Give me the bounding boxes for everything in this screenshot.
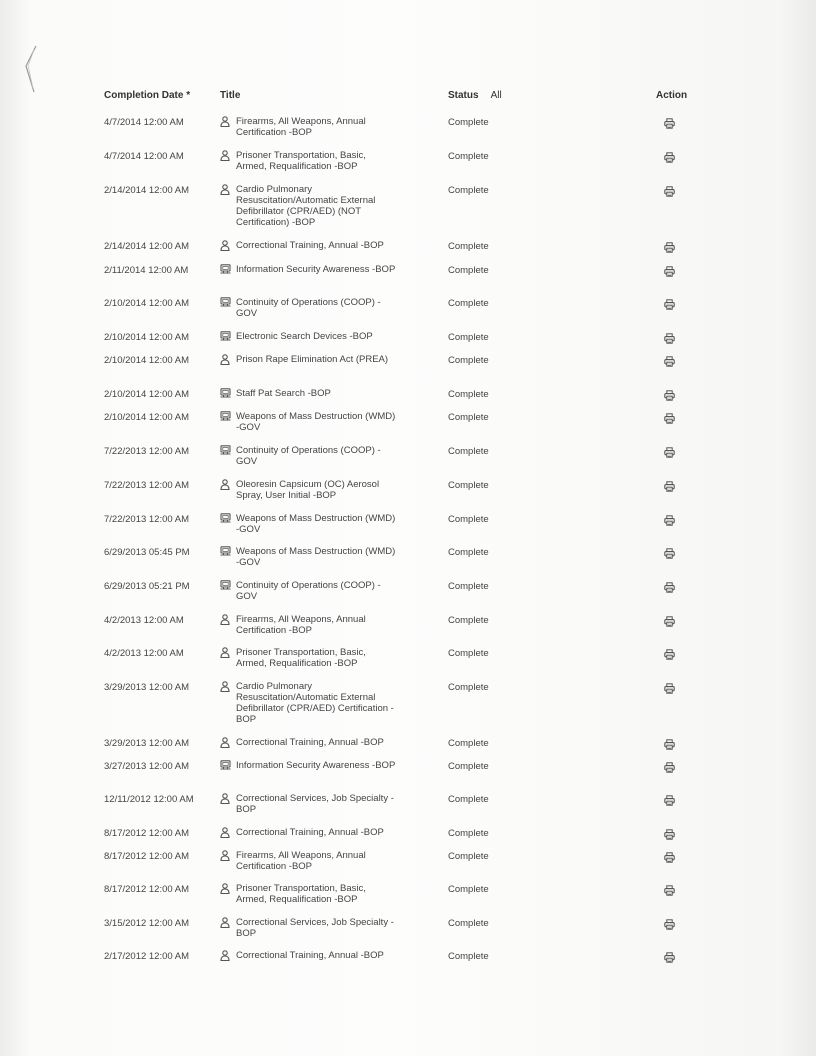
table-row: [104, 950, 724, 966]
status-cell: Complete: [448, 332, 489, 343]
print-icon[interactable]: [664, 150, 675, 163]
title-cell: [220, 445, 448, 467]
print-icon[interactable]: [664, 950, 675, 963]
person-icon: [220, 850, 236, 872]
completion-date-cell: 8/17/2012 12:00 AM: [104, 884, 190, 895]
monitor-icon: [220, 580, 236, 602]
title-cell: [220, 184, 448, 228]
title-cell: [220, 264, 448, 275]
person-icon: [220, 614, 236, 636]
print-icon[interactable]: [664, 445, 675, 458]
table-row: [104, 331, 724, 347]
action-cell: [656, 681, 724, 697]
person-icon: [220, 647, 236, 669]
table-row: [104, 240, 724, 256]
table-row: [104, 647, 724, 669]
status-cell: Complete: [448, 117, 489, 128]
course-title-link[interactable]: Continuity of Operations (COOP) -GOV: [236, 580, 381, 602]
print-icon[interactable]: [664, 850, 675, 863]
action-cell: [656, 297, 724, 313]
monitor-icon: [220, 546, 236, 568]
title-cell: [220, 883, 448, 905]
table-row: [104, 827, 724, 843]
table-row: [104, 681, 724, 725]
table-row: [104, 479, 724, 501]
course-title-link[interactable]: Continuity of Operations (COOP) -GOV: [236, 297, 381, 319]
print-icon[interactable]: [664, 883, 675, 896]
print-icon[interactable]: [664, 354, 675, 367]
column-header-status-label[interactable]: Status: [448, 89, 479, 101]
print-icon[interactable]: [664, 737, 675, 750]
action-cell: [656, 850, 724, 866]
status-cell: Complete: [448, 514, 489, 525]
completion-date-cell: 8/17/2012 12:00 AM: [104, 851, 190, 862]
status-cell: Complete: [448, 547, 489, 558]
completion-date-cell: 2/14/2014 12:00 AM: [104, 185, 190, 196]
course-title-link[interactable]: Firearms, All Weapons, Annual Certification -BOP: [236, 116, 366, 138]
title-cell: [220, 647, 448, 669]
table-row: [104, 150, 724, 172]
table-row: [104, 388, 724, 404]
table-row: [104, 883, 724, 905]
table-row: [104, 793, 724, 815]
status-cell: Complete: [448, 918, 489, 929]
person-icon: [220, 681, 236, 725]
title-cell: [220, 479, 448, 501]
print-icon[interactable]: [664, 513, 675, 526]
column-header-action: Action: [656, 89, 688, 101]
print-icon[interactable]: [664, 116, 675, 129]
person-icon: [220, 240, 236, 251]
monitor-icon: [220, 760, 236, 771]
completion-date-cell: 2/14/2014 12:00 AM: [104, 241, 190, 252]
person-icon: [220, 950, 236, 961]
status-cell: Complete: [448, 185, 489, 196]
table-row: [104, 850, 724, 872]
status-cell: Complete: [448, 648, 489, 659]
status-filter[interactable]: All: [490, 89, 502, 101]
print-icon[interactable]: [664, 827, 675, 840]
completion-date-cell: 2/10/2014 12:00 AM: [104, 298, 190, 309]
completion-date-cell: 6/29/2013 05:21 PM: [104, 581, 190, 592]
completion-date-cell: 2/10/2014 12:00 AM: [104, 332, 190, 343]
title-cell: [220, 614, 448, 636]
title-cell: [220, 950, 448, 961]
table-row: [104, 546, 724, 568]
completion-date-cell: 4/7/2014 12:00 AM: [104, 151, 184, 162]
course-title-link[interactable]: Continuity of Operations (COOP) -GOV: [236, 445, 381, 467]
completion-date-cell: 4/2/2013 12:00 AM: [104, 648, 184, 659]
status-cell: Complete: [448, 951, 489, 962]
course-title-link[interactable]: Prisoner Transportation, Basic, Armed, Requalification -BOP: [236, 883, 366, 905]
course-title-link[interactable]: Prisoner Transportation, Basic, Armed, Requalification -BOP: [236, 647, 366, 669]
person-icon: [220, 793, 236, 815]
course-title-link[interactable]: Weapons of Mass Destruction (WMD) -GOV: [236, 546, 396, 568]
monitor-icon: [220, 513, 236, 535]
action-cell: [656, 445, 724, 461]
person-icon: [220, 150, 236, 172]
action-cell: [656, 917, 724, 933]
completion-date-cell: 12/11/2012 12:00 AM: [104, 794, 194, 805]
person-icon: [220, 917, 236, 939]
title-cell: [220, 546, 448, 568]
table-row: [104, 116, 724, 138]
person-icon: [220, 827, 236, 838]
completion-date-cell: 8/17/2012 12:00 AM: [104, 828, 190, 839]
completion-date-cell: 4/2/2013 12:00 AM: [104, 615, 184, 626]
completion-date-cell: 2/10/2014 12:00 AM: [104, 355, 190, 366]
action-cell: [656, 240, 724, 256]
title-cell: [220, 760, 448, 771]
completion-date-cell: 3/15/2012 12:00 AM: [104, 918, 190, 929]
course-title-link[interactable]: Oleoresin Capsicum (OC) Aerosol Spray, User Initial -BOP: [236, 479, 380, 501]
action-cell: [656, 793, 724, 809]
completion-date-cell: 2/10/2014 12:00 AM: [104, 389, 190, 400]
title-cell: [220, 580, 448, 602]
table-row: [104, 354, 724, 370]
action-cell: [656, 647, 724, 663]
monitor-icon: [220, 297, 236, 319]
table-row: [104, 445, 724, 467]
completion-date-cell: 2/10/2014 12:00 AM: [104, 412, 190, 423]
table-row: [104, 917, 724, 939]
action-cell: [656, 580, 724, 596]
course-title-link[interactable]: Correctional Training, Annual -BOP: [236, 240, 384, 251]
print-icon[interactable]: [664, 647, 675, 660]
title-cell: [220, 681, 448, 725]
action-cell: [656, 614, 724, 630]
status-cell: Complete: [448, 412, 489, 423]
action-cell: [656, 354, 724, 370]
page-edge-mark: [22, 44, 40, 94]
action-cell: [656, 150, 724, 166]
course-title-link[interactable]: Correctional Services, Job Specialty -BOP: [236, 793, 394, 815]
action-cell: [656, 411, 724, 427]
table-header: [104, 82, 724, 108]
course-title-link[interactable]: Prison Rape Elimination Act (PREA): [236, 354, 389, 365]
print-icon[interactable]: [664, 479, 675, 492]
print-icon[interactable]: [664, 297, 675, 310]
action-cell: [656, 388, 724, 404]
completion-date-cell: 2/17/2012 12:00 AM: [104, 951, 190, 962]
person-icon: [220, 479, 236, 501]
table-row: [104, 513, 724, 535]
status-cell: Complete: [448, 389, 489, 400]
print-icon[interactable]: [664, 264, 675, 277]
action-cell: [656, 760, 724, 776]
person-icon: [220, 354, 236, 365]
person-icon: [220, 184, 236, 228]
completion-date-cell: 3/29/2013 12:00 AM: [104, 738, 190, 749]
course-title-link[interactable]: Weapons of Mass Destruction (WMD) -GOV: [236, 513, 396, 535]
print-icon[interactable]: [664, 793, 675, 806]
completion-date-cell: 6/29/2013 05:45 PM: [104, 547, 190, 558]
course-title-link[interactable]: Cardio Pulmonary Resuscitation/Automatic External Defibrillator (CPR/AED) Certification -BOP: [236, 681, 394, 725]
action-cell: [656, 827, 724, 843]
monitor-icon: [220, 264, 236, 275]
course-title-link[interactable]: Prisoner Transportation, Basic, Armed, Requalification -BOP: [236, 150, 366, 172]
table-row: [104, 264, 724, 280]
person-icon: [220, 116, 236, 138]
status-cell: Complete: [448, 761, 489, 772]
table-row: [104, 760, 724, 776]
status-cell: Complete: [448, 151, 489, 162]
completion-date-cell: 7/22/2013 12:00 AM: [104, 446, 190, 457]
title-cell: [220, 827, 448, 838]
print-icon[interactable]: [664, 546, 675, 559]
action-cell: [656, 184, 724, 200]
completion-date-cell: 4/7/2014 12:00 AM: [104, 117, 184, 128]
course-title-link[interactable]: Firearms, All Weapons, Annual Certification -BOP: [236, 614, 366, 636]
title-cell: [220, 411, 448, 433]
status-cell: Complete: [448, 298, 489, 309]
title-cell: [220, 297, 448, 319]
monitor-icon: [220, 411, 236, 433]
status-cell: Complete: [448, 480, 489, 491]
action-cell: [656, 513, 724, 529]
course-title-link[interactable]: Correctional Training, Annual -BOP: [236, 737, 384, 748]
action-cell: [656, 883, 724, 899]
status-cell: Complete: [448, 884, 489, 895]
course-title-link[interactable]: Firearms, All Weapons, Annual Certification -BOP: [236, 850, 366, 872]
course-title-link[interactable]: Weapons of Mass Destruction (WMD) -GOV: [236, 411, 396, 433]
column-header-status: [448, 90, 656, 101]
status-cell: Complete: [448, 446, 489, 457]
training-history-table: [104, 82, 724, 962]
title-cell: [220, 116, 448, 138]
table-row: [104, 614, 724, 636]
title-cell: [220, 513, 448, 535]
action-cell: [656, 264, 724, 280]
course-title-link[interactable]: Correctional Training, Annual -BOP: [236, 950, 384, 961]
print-icon[interactable]: [664, 388, 675, 401]
status-cell: Complete: [448, 738, 489, 749]
action-cell: [656, 546, 724, 562]
action-cell: [656, 737, 724, 753]
status-cell: Complete: [448, 581, 489, 592]
course-title-link[interactable]: Electronic Search Devices -BOP: [236, 331, 373, 342]
column-header-completion-date[interactable]: Completion Date *: [104, 89, 191, 101]
course-title-link[interactable]: Correctional Training, Annual -BOP: [236, 827, 384, 838]
status-cell: Complete: [448, 851, 489, 862]
print-icon[interactable]: [664, 184, 675, 197]
completion-date-cell: 3/27/2013 12:00 AM: [104, 761, 190, 772]
status-cell: Complete: [448, 265, 489, 276]
title-cell: [220, 331, 448, 342]
table-row: [104, 411, 724, 433]
title-cell: [220, 150, 448, 172]
status-cell: Complete: [448, 682, 489, 693]
title-cell: [220, 240, 448, 251]
action-cell: [656, 116, 724, 132]
course-title-link[interactable]: Correctional Services, Job Specialty -BOP: [236, 917, 394, 939]
completion-date-cell: 7/22/2013 12:00 AM: [104, 514, 190, 525]
person-icon: [220, 883, 236, 905]
action-cell: [656, 479, 724, 495]
status-cell: Complete: [448, 794, 489, 805]
course-title-link[interactable]: Cardio Pulmonary Resuscitation/Automatic External Defibrillator (CPR/AED) (NOT Certification) -BOP: [236, 184, 376, 228]
print-icon[interactable]: [664, 331, 675, 344]
table-row: [104, 297, 724, 319]
completion-date-cell: 3/29/2013 12:00 AM: [104, 682, 190, 693]
course-title-link[interactable]: Staff Pat Search -BOP: [236, 388, 331, 399]
table-row: [104, 737, 724, 753]
status-cell: Complete: [448, 241, 489, 252]
title-cell: [220, 737, 448, 748]
monitor-icon: [220, 388, 236, 399]
table-row: [104, 184, 724, 228]
title-cell: [220, 354, 448, 365]
status-cell: Complete: [448, 355, 489, 366]
title-cell: [220, 388, 448, 399]
print-icon[interactable]: [664, 580, 675, 593]
print-icon[interactable]: [664, 681, 675, 694]
column-header-title[interactable]: Title: [220, 89, 241, 101]
monitor-icon: [220, 445, 236, 467]
table-row: [104, 580, 724, 602]
course-title-link[interactable]: Information Security Awareness -BOP: [236, 760, 396, 771]
monitor-icon: [220, 331, 236, 342]
title-cell: [220, 850, 448, 872]
course-title-link[interactable]: Information Security Awareness -BOP: [236, 264, 396, 275]
action-cell: [656, 950, 724, 966]
person-icon: [220, 737, 236, 748]
print-icon[interactable]: [664, 411, 675, 424]
title-cell: [220, 793, 448, 815]
status-cell: Complete: [448, 615, 489, 626]
title-cell: [220, 917, 448, 939]
print-icon[interactable]: [664, 240, 675, 253]
completion-date-cell: 2/11/2014 12:00 AM: [104, 265, 189, 276]
print-icon[interactable]: [664, 760, 675, 773]
status-cell: Complete: [448, 828, 489, 839]
completion-date-cell: 7/22/2013 12:00 AM: [104, 480, 190, 491]
print-icon[interactable]: [664, 614, 675, 627]
print-icon[interactable]: [664, 917, 675, 930]
action-cell: [656, 331, 724, 347]
